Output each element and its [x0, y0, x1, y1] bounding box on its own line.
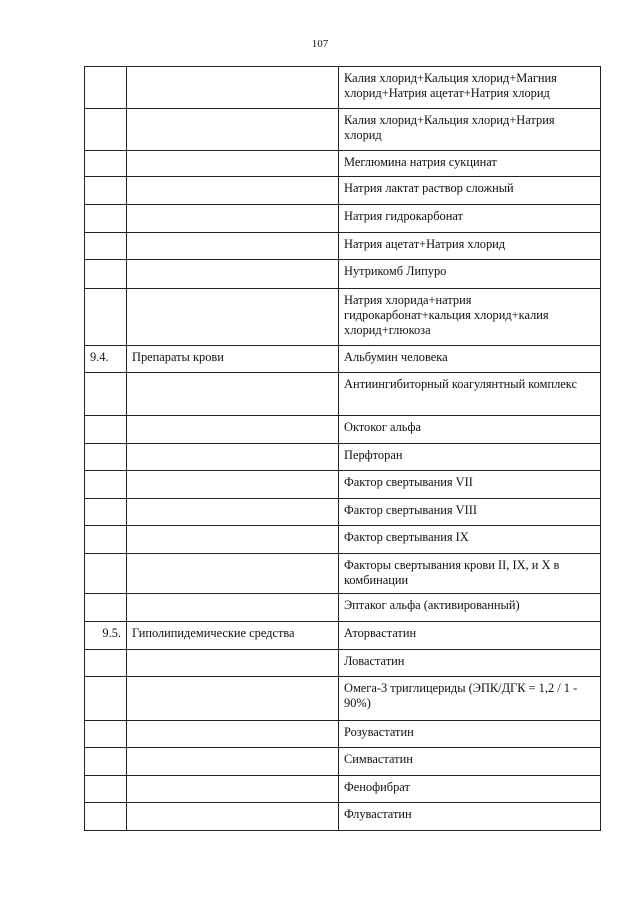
table-row [85, 233, 601, 260]
group-name-cell [127, 151, 339, 177]
section-number-cell [85, 499, 127, 526]
section-number-cell [85, 289, 127, 346]
drug-name-cell: Симвастатин [339, 748, 601, 776]
drug-name-cell: Фактор свертывания VIII [339, 499, 601, 526]
section-number-cell [85, 444, 127, 471]
group-name-cell [127, 526, 339, 554]
table-row [85, 177, 601, 205]
drug-name-cell: Факторы свертывания крови II, IX, и X в комбинации [339, 554, 601, 594]
table-row [85, 526, 601, 554]
group-name-cell [127, 721, 339, 748]
table-row [85, 594, 601, 622]
group-name-cell: Препараты крови [127, 346, 339, 373]
group-name-cell [127, 373, 339, 416]
section-number-cell [85, 748, 127, 776]
drug-name-cell: Натрия хлорида+натрия гидрокарбонат+кальция хлорид+калия хлорид+глюкоза [339, 289, 601, 346]
table-row [85, 289, 601, 346]
group-name-cell [127, 748, 339, 776]
drug-name-cell: Альбумин человека [339, 346, 601, 373]
drug-name-cell: Натрия лактат раствор сложный [339, 177, 601, 205]
section-number-cell [85, 594, 127, 622]
table-row [85, 346, 601, 373]
drug-name-cell: Омега-3 триглицериды (ЭПК/ДГК = 1,2 / 1 - 90%) [339, 677, 601, 721]
table-row [85, 748, 601, 776]
section-number-cell [85, 650, 127, 677]
drug-list-table [84, 66, 601, 831]
table-row [85, 721, 601, 748]
section-number-cell: 9.5. [85, 622, 127, 650]
drug-name-cell: Меглюмина натрия сукцинат [339, 151, 601, 177]
drug-name-cell: Фактор свертывания VII [339, 471, 601, 499]
table-row [85, 677, 601, 721]
section-number-cell [85, 260, 127, 289]
drug-name-cell: Нутрикомб Липуро [339, 260, 601, 289]
drug-name-cell: Натрия гидрокарбонат [339, 205, 601, 233]
table-row [85, 67, 601, 109]
drug-name-cell: Калия хлорид+Кальция хлорид+Магния хлорид+Натрия ацетат+Натрия хлорид [339, 67, 601, 109]
group-name-cell [127, 677, 339, 721]
table-row [85, 554, 601, 594]
drug-name-cell: Натрия ацетат+Натрия хлорид [339, 233, 601, 260]
table-row [85, 803, 601, 831]
table-row [85, 205, 601, 233]
section-number-cell [85, 471, 127, 499]
section-number-cell [85, 721, 127, 748]
section-number-cell [85, 416, 127, 444]
section-number-cell [85, 776, 127, 803]
table-row [85, 151, 601, 177]
table-row [85, 471, 601, 499]
drug-name-cell: Розувастатин [339, 721, 601, 748]
group-name-cell [127, 554, 339, 594]
section-number-cell [85, 205, 127, 233]
group-name-cell [127, 471, 339, 499]
table-row [85, 444, 601, 471]
group-name-cell [127, 416, 339, 444]
drug-name-cell: Аторвастатин [339, 622, 601, 650]
group-name-cell [127, 594, 339, 622]
group-name-cell [127, 776, 339, 803]
section-number-cell [85, 677, 127, 721]
table-row [85, 109, 601, 151]
table-row [85, 622, 601, 650]
drug-name-cell: Октоког альфа [339, 416, 601, 444]
section-number-cell [85, 109, 127, 151]
drug-name-cell: Эптаког альфа (активированный) [339, 594, 601, 622]
table-row [85, 260, 601, 289]
drug-name-cell: Флувастатин [339, 803, 601, 831]
table-row [85, 373, 601, 416]
group-name-cell [127, 109, 339, 151]
group-name-cell [127, 499, 339, 526]
section-number-cell [85, 526, 127, 554]
table-row [85, 650, 601, 677]
section-number-cell [85, 67, 127, 109]
section-number-cell [85, 177, 127, 205]
group-name-cell [127, 205, 339, 233]
group-name-cell [127, 650, 339, 677]
drug-name-cell: Фактор свертывания IX [339, 526, 601, 554]
section-number-cell [85, 554, 127, 594]
table-body [85, 67, 601, 831]
drug-name-cell: Ловастатин [339, 650, 601, 677]
drug-name-cell: Калия хлорид+Кальция хлорид+Натрия хлорид [339, 109, 601, 151]
group-name-cell [127, 260, 339, 289]
group-name-cell [127, 233, 339, 260]
page-number: 107 [311, 38, 329, 50]
drug-name-cell: Антиингибиторный коагулянтный комплекс [339, 373, 601, 416]
drug-name-cell: Перфторан [339, 444, 601, 471]
group-name-cell [127, 177, 339, 205]
table-row [85, 499, 601, 526]
section-number-cell: 9.4. [85, 346, 127, 373]
group-name-cell [127, 289, 339, 346]
section-number-cell [85, 803, 127, 831]
section-number-cell [85, 151, 127, 177]
group-name-cell [127, 803, 339, 831]
group-name-cell [127, 444, 339, 471]
table-row [85, 416, 601, 444]
section-number-cell [85, 373, 127, 416]
drug-name-cell: Фенофибрат [339, 776, 601, 803]
group-name-cell [127, 67, 339, 109]
group-name-cell: Гиполипидемические средства [127, 622, 339, 650]
section-number-cell [85, 233, 127, 260]
table-row [85, 776, 601, 803]
